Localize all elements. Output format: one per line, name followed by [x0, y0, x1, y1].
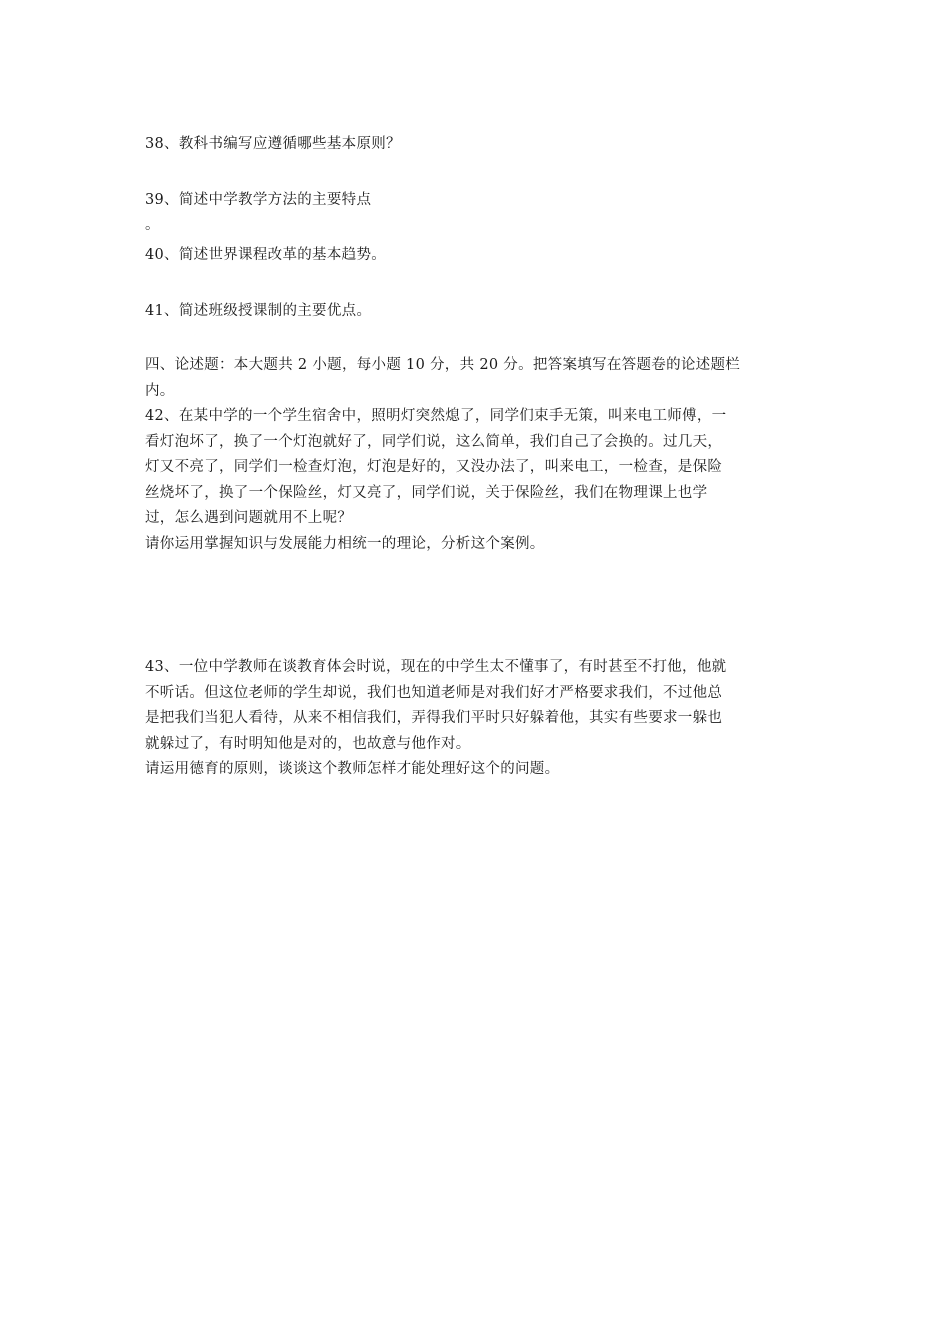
question-43-line: 是把我们当犯人看待，从来不相信我们，弄得我们平时只好躲着他，其实有些要求一躲也 — [145, 710, 723, 727]
question-42-prompt: 请你运用掌握知识与发展能力相统一的理论，分析这个案例。 — [145, 535, 545, 552]
question-40: 40、简述世界课程改革的基本趋势。 — [145, 247, 387, 263]
question-43-line: 不听话。但这位老师的学生却说，我们也知道老师是对我们好才严格要求我们，不过他总 — [145, 684, 723, 701]
question-41: 41、简述班级授课制的主要优点。 — [145, 303, 372, 319]
question-42-line: 丝烧坏了，换了一个保险丝，灯又亮了，同学们说，关于保险丝，我们在物理课上也学 — [145, 484, 708, 501]
question-43-line: 43、一位中学教师在谈教育体会时说，现在的中学生太不懂事了，有时甚至不打他，他就 — [145, 659, 727, 675]
question-39: 39、简述中学教学方法的主要特点 — [145, 192, 372, 208]
question-42-line: 灯又不亮了，同学们一检查灯泡，灯泡是好的，又没办法了，叫来电工，一检查，是保险 — [145, 459, 723, 476]
section-4-line: 四、论述题：本大题共 2 小题，每小题 10 分，共 20 分。把答案填写在答题卷的论述题栏 — [145, 357, 741, 373]
question-43 — [145, 655, 810, 783]
question-38: 38、教科书编写应遵循哪些基本原则？ — [145, 136, 401, 152]
section-4-instructions — [145, 353, 810, 404]
question-42-line: 42、在某中学的一个学生宿舍中，照明灯突然熄了，同学们束手无策，叫来电工师傅，一 — [145, 408, 727, 424]
question-42-line: 过，怎么遇到问题就用不上呢？ — [145, 510, 353, 527]
section-4-line: 内。 — [145, 382, 175, 399]
question-42 — [145, 404, 810, 558]
question-42-line: 看灯泡坏了，换了一个灯泡就好了，同学们说，这么简单，我们自己了会换的。过几天， — [145, 433, 723, 450]
question-39-period: 。 — [145, 217, 160, 233]
question-43-line: 就躲过了，有时明知他是对的，也故意与他作对。 — [145, 735, 471, 752]
question-43-prompt: 请运用德育的原则，谈谈这个教师怎样才能处理好这个的问题。 — [145, 761, 560, 778]
